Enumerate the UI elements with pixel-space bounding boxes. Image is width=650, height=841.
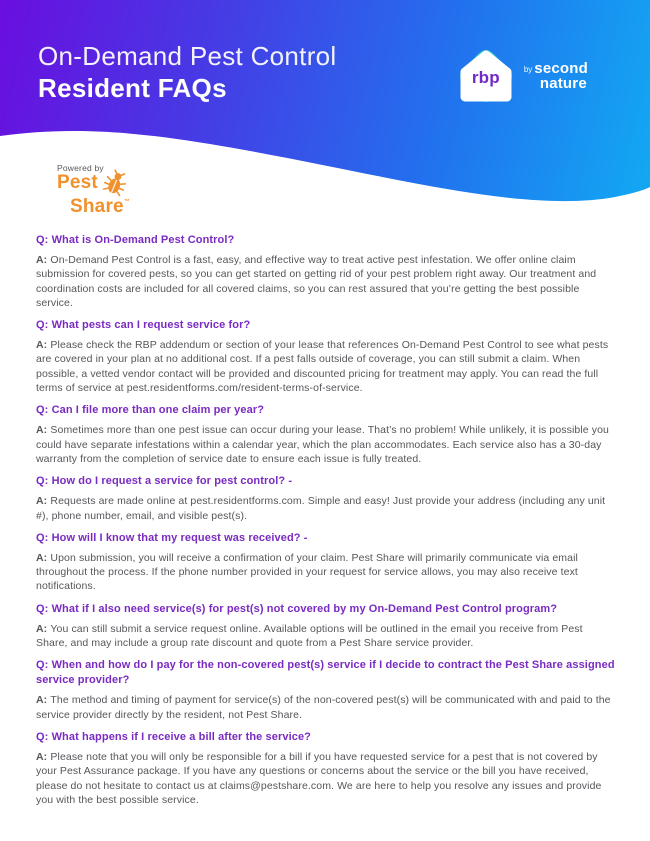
trademark-symbol: ™ xyxy=(123,199,130,205)
faq-item xyxy=(36,531,618,594)
pestshare-logo xyxy=(57,163,177,217)
page-title xyxy=(38,40,337,104)
faq-question: Q: What happens if I receive a bill after the service? xyxy=(36,730,311,743)
faq-question: Q: What is On-Demand Pest Control? xyxy=(36,234,235,246)
faq-question xyxy=(36,474,618,489)
answer-prefix: A: xyxy=(36,694,48,707)
faq-item xyxy=(36,602,618,651)
faq-item xyxy=(36,318,618,395)
faq-answer-text: You can still submit a service request online. Available options will be outlined in the email you receive from Pest Share, and may include a group rate discount and quote from a Pest Share service provider. xyxy=(36,622,583,650)
faq-answer-text: On-Demand Pest Control is a fast, easy, and effective way to treat active pest infestation. We offer online claim submission for covered pests, so you can get started on getting rid of your pest problem right away. Our treatment and coordination costs are included for all covered claims, so you can rest assured that you’re getting the best possible service. xyxy=(36,254,597,309)
faq-answer xyxy=(36,622,616,651)
faq-answer xyxy=(36,423,616,466)
faq-answer-text: The method and timing of payment for service(s) of the non-covered pest(s) will be communicated with and paid to the service provider directly by the resident, not Pest Share. xyxy=(36,694,611,721)
faq-item xyxy=(36,403,618,466)
faq-item xyxy=(36,233,618,310)
faq-answer xyxy=(36,494,616,523)
faq-question: Q: What pests can I request service for? xyxy=(36,319,251,332)
faq-answer xyxy=(36,551,616,594)
page-title-line1: On-Demand Pest Control xyxy=(38,41,337,71)
answer-prefix: A: xyxy=(36,339,48,352)
faq-answer xyxy=(36,253,616,310)
page-title-line2: Resident FAQs xyxy=(38,73,227,103)
faq-question-text: Q: How do I request a service for pest control? xyxy=(36,475,286,488)
faq-list xyxy=(0,206,650,837)
rbp-badge xyxy=(457,47,515,105)
faq-answer-text: Please note that you will only be responsible for a bill if you have requested service for a pest that is not covered by your Pest Assurance package. If you have any questions or concerns about the service or the bill you have received, please do not hesitate to contact us at claims@pestshare.com. We are here to help you resolve any issues and provide you with the best possible service. xyxy=(36,750,602,806)
collapse-indicator[interactable]: - xyxy=(288,475,293,488)
faq-answer xyxy=(36,693,616,722)
faq-answer-text: Upon submission, you will receive a confirmation of your claim. Pest Share will primarily communicate via email throughout the process. If the phone number provided in your request for service allows, you may also receive text notifications. xyxy=(36,551,578,593)
answer-prefix: A: xyxy=(36,622,48,635)
faq-question: Q: What if I also need service(s) for pest(s) not covered by my On-Demand Pest Control program? xyxy=(36,602,558,615)
powered-by-label: Powered by xyxy=(57,163,104,173)
faq-item xyxy=(36,658,618,722)
rbp-second-nature-logo xyxy=(457,47,588,105)
faq-answer-text: Please check the RBP addendum or section of your lease that references On-Demand Pest Control to see what pests are covered in your plan at no additional cost. If a pest falls outside of coverage, you can still submit a claim. When possible, a vetted vendor contact will be provided and discounted pricing for treatment may apply. You can read the full terms of service at pest.residentforms.com/resident-terms-of-service. xyxy=(36,339,609,395)
answer-prefix: A: xyxy=(36,254,48,266)
faq-question: Q: Can I file more than one claim per year? xyxy=(36,404,265,417)
faq-answer xyxy=(36,750,616,807)
faq-answer xyxy=(36,338,616,395)
rbp-label: rbp xyxy=(471,68,500,87)
answer-prefix: A: xyxy=(36,495,48,508)
bug-icon xyxy=(102,169,128,199)
nature-label: nature xyxy=(539,74,587,92)
second-label: second xyxy=(534,59,588,77)
faq-question-text: Q: How will I know that my request was received? xyxy=(36,531,301,544)
by-label: by xyxy=(523,64,533,74)
faq-item xyxy=(36,730,618,807)
collapse-indicator[interactable]: - xyxy=(303,531,308,544)
faq-item xyxy=(36,474,618,523)
second-nature-wordmark xyxy=(523,59,588,92)
faq-answer-text: Requests are made online at pest.residentforms.com. Simple and easy! Just provide your address (including any unit #), phone number, email, and visible pest(s). xyxy=(36,495,606,522)
faq-question: Q: When and how do I pay for the non-covered pest(s) service if I decide to contract the Pest Share assigned service provider? xyxy=(36,659,615,687)
faq-question xyxy=(36,531,618,546)
answer-prefix: A: xyxy=(36,551,48,564)
answer-prefix: A: xyxy=(36,424,48,437)
pest-wordmark: Pest xyxy=(57,172,98,193)
faq-answer-text: Sometimes more than one pest issue can occur during your lease. That’s no problem! While unlikely, it is possible you could have separate infestations within a calendar year, which the plan accommodates. Each service also has a 30-day warranty from the completion of service date to ensure each issue is fully treated. xyxy=(36,424,609,465)
share-wordmark: Share xyxy=(70,196,124,217)
answer-prefix: A: xyxy=(36,750,48,763)
